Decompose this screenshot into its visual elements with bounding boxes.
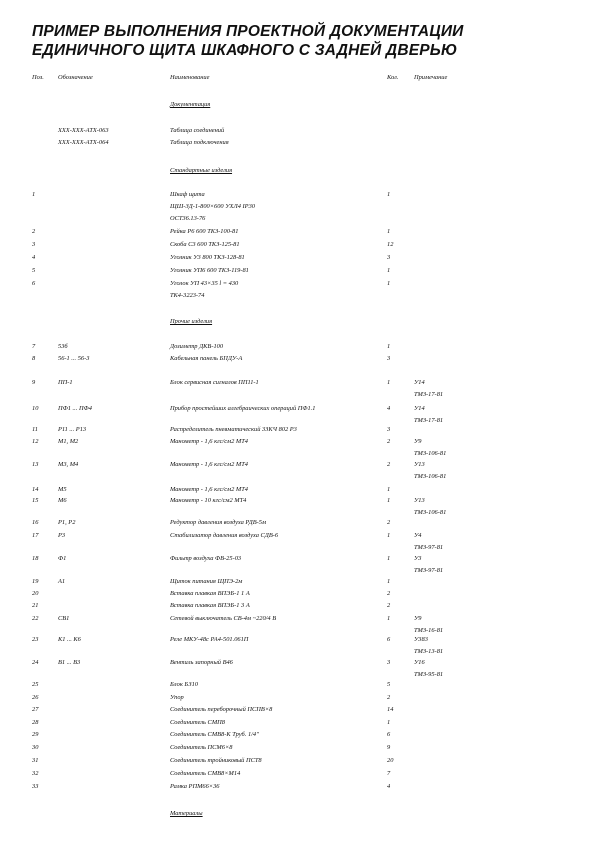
table-row	[0, 215, 595, 226]
row-note: ТМЗ-17-81	[414, 391, 444, 398]
row-name: Блок БЗ10	[170, 681, 198, 688]
row-designation: ХХХ-ХХХ-АТХ-064	[58, 139, 109, 146]
row-designation: ХХХ-ХХХ-АТХ-063	[58, 127, 109, 134]
row-pos: 33	[32, 783, 39, 790]
table-row	[0, 567, 595, 578]
row-qty: 2	[387, 519, 391, 526]
row-name: ОСТ36.13-76	[170, 215, 206, 222]
row-name: Манометр - 10 кгс/см2 МТ4	[170, 497, 247, 504]
table-row	[0, 426, 595, 437]
row-note: ТМЗ-17-81	[414, 417, 444, 424]
title-line-2: ЕДИНИЧНОГО ЩИТА ШКАФНОГО С ЗАДНЕЙ ДВЕРЬЮ	[32, 42, 458, 59]
row-note: У9	[414, 438, 422, 445]
row-pos: 9	[32, 379, 36, 386]
row-note: У16	[414, 659, 425, 666]
row-name: Вставка плавкая ВПЭБ-1 3 А	[170, 602, 250, 609]
row-name: Прочие изделия	[170, 318, 213, 325]
table-row	[0, 578, 595, 589]
row-designation: К1 ... К6	[58, 636, 81, 643]
table-row	[0, 280, 595, 291]
row-pos: 19	[32, 578, 39, 585]
row-designation: А1	[58, 578, 66, 585]
table-row	[0, 228, 595, 239]
table-row	[0, 636, 595, 647]
table-row	[0, 590, 595, 601]
table-row	[0, 694, 595, 705]
document-title	[32, 22, 572, 60]
row-name: Уголник УП6 600 ТКЗ-119-81	[170, 267, 249, 274]
row-pos: 6	[32, 280, 36, 287]
row-qty: 1	[387, 497, 391, 504]
row-qty: 1	[387, 343, 391, 350]
row-name: ТК4-3223-74	[170, 292, 205, 299]
table-row	[0, 292, 595, 303]
row-name: Соединитель СМВ8×М14	[170, 770, 241, 777]
row-pos: 12	[32, 438, 39, 445]
row-designation: М5	[58, 486, 67, 493]
row-qty: 1	[387, 719, 391, 726]
row-name: Таблица соединений	[170, 127, 225, 134]
table-row	[0, 544, 595, 555]
row-qty: 6	[387, 731, 391, 738]
row-name: Уголок УП 43×35 l = 430	[170, 280, 239, 287]
table-row	[0, 486, 595, 497]
row-qty: 14	[387, 706, 394, 713]
row-qty: 2	[387, 461, 391, 468]
table-row	[0, 139, 595, 150]
row-pos: 8	[32, 355, 36, 362]
row-designation: Ф1	[58, 555, 67, 562]
row-designation: Р3	[58, 532, 66, 539]
table-row	[0, 615, 595, 626]
row-name: Фильтр воздуха ФВ-25-03	[170, 555, 242, 562]
row-qty: 2	[387, 694, 391, 701]
row-qty: 3	[387, 659, 391, 666]
row-name: Уголник У3 800 ТКЗ-128-81	[170, 254, 245, 261]
row-designation: ПП-1	[58, 379, 73, 386]
row-note: У383	[414, 636, 428, 643]
row-name: Соединитель тройниковый ПСТ8	[170, 757, 262, 764]
row-designation: М6	[58, 497, 67, 504]
row-note: У14	[414, 405, 425, 412]
row-pos: 21	[32, 602, 39, 609]
header-note: Примечание	[414, 74, 448, 81]
row-name: Вентиль запорный В46	[170, 659, 233, 666]
row-note: ТМЗ-13-81	[414, 648, 444, 655]
row-name: Прибор простейших алгебраических операций ПФ1.1	[170, 405, 316, 412]
row-qty: 1	[387, 228, 391, 235]
row-designation: М1, М2	[58, 438, 79, 445]
table-row	[0, 810, 595, 821]
row-name: Соединитель переборочный ПСПВ×8	[170, 706, 273, 713]
row-designation: 53б	[58, 343, 68, 350]
row-pos: 26	[32, 694, 39, 701]
row-name: Манометр - 1,6 кгс/см2 МТ4	[170, 461, 248, 468]
row-qty: 2	[387, 602, 391, 609]
row-name: Рамка РПМ66×36	[170, 783, 220, 790]
row-note: У4	[414, 532, 422, 539]
row-name: Распределитель пневматический 3ЗКЧ 802 Р3	[170, 426, 297, 433]
row-name: Соединитель СМП8	[170, 719, 225, 726]
table-row	[0, 648, 595, 659]
row-qty: 1	[387, 532, 391, 539]
row-pos: 22	[32, 615, 39, 622]
row-name: Таблица подключения	[170, 139, 229, 146]
row-name: Шкаф щита	[170, 191, 205, 198]
row-pos: 3	[32, 241, 36, 248]
row-designation: 56-1 ... 56-3	[58, 355, 90, 362]
row-name: Скоба С3 600 ТКЗ-125-81	[170, 241, 240, 248]
table-row	[0, 127, 595, 138]
row-pos: 14	[32, 486, 39, 493]
table-row	[0, 267, 595, 278]
row-name: Вставка плавкая ВПЭБ-1 1 А	[170, 590, 250, 597]
row-name: Кабельная панель БПДУ-А	[170, 355, 243, 362]
row-note: ТМЗ-106-81	[414, 450, 447, 457]
row-name: Манометр - 1,6 кгс/см2 МТ4	[170, 486, 248, 493]
table-row	[0, 602, 595, 613]
table-row	[0, 318, 595, 329]
row-pos: 31	[32, 757, 39, 764]
row-note: ТМЗ-106-81	[414, 473, 447, 480]
row-note: ТМЗ-97-81	[414, 544, 444, 551]
table-row	[0, 405, 595, 416]
row-pos: 23	[32, 636, 39, 643]
row-pos: 13	[32, 461, 39, 468]
row-note: У9	[414, 615, 422, 622]
row-pos: 2	[32, 228, 36, 235]
row-qty: 9	[387, 744, 391, 751]
row-pos: 32	[32, 770, 39, 777]
row-name: Рейка Р6 600 ТКЗ-100-81	[170, 228, 239, 235]
table-row	[0, 461, 595, 472]
row-designation: СВ1	[58, 615, 70, 622]
table-row	[0, 241, 595, 252]
row-pos: 20	[32, 590, 39, 597]
table-row	[0, 101, 595, 112]
table-row	[0, 450, 595, 461]
table-row	[0, 355, 595, 366]
table-row	[0, 719, 595, 730]
row-qty: 1	[387, 379, 391, 386]
table-row	[0, 706, 595, 717]
row-qty: 2	[387, 438, 391, 445]
row-pos: 7	[32, 343, 36, 350]
table-header	[0, 74, 595, 85]
row-qty: 1	[387, 615, 391, 622]
row-pos: 30	[32, 744, 39, 751]
row-designation: М3, М4	[58, 461, 79, 468]
row-qty: 2	[387, 590, 391, 597]
table-row	[0, 343, 595, 354]
table-row	[0, 254, 595, 265]
row-qty: 1	[387, 267, 391, 274]
table-row	[0, 757, 595, 768]
row-pos: 18	[32, 555, 39, 562]
row-qty: 3	[387, 355, 391, 362]
row-pos: 29	[32, 731, 39, 738]
row-name: Документация	[170, 101, 211, 108]
row-name: Соединитель ПСМ6×8	[170, 744, 233, 751]
row-qty: 4	[387, 405, 391, 412]
row-name: Реле МКУ-48с РА4-501.061П	[170, 636, 249, 643]
row-qty: 12	[387, 241, 394, 248]
row-qty: 1	[387, 191, 391, 198]
row-designation: Р11 ... Р13	[58, 426, 87, 433]
row-name: Редуктор давления воздуха РДВ-5м	[170, 519, 267, 526]
row-name: Материалы	[170, 810, 203, 817]
table-row	[0, 744, 595, 755]
header-name: Наименование	[170, 74, 210, 81]
title-line-1: ПРИМЕР ВЫПОЛНЕНИЯ ПРОЕКТНОЙ ДОКУМЕНТАЦИИ	[32, 23, 464, 40]
row-note: ТМЗ-95-81	[414, 671, 444, 678]
table-row	[0, 770, 595, 781]
table-row	[0, 203, 595, 214]
row-qty: 1	[387, 578, 391, 585]
row-note: У3	[414, 555, 422, 562]
table-row	[0, 391, 595, 402]
row-pos: 5	[32, 267, 36, 274]
row-pos: 4	[32, 254, 36, 261]
row-designation: ПФ1 ... ПФ4	[58, 405, 92, 412]
row-pos: 17	[32, 532, 39, 539]
row-qty: 3	[387, 426, 391, 433]
row-note: ТМЗ-106-81	[414, 509, 447, 516]
row-pos: 11	[32, 426, 38, 433]
table-row	[0, 438, 595, 449]
row-qty: 1	[387, 280, 391, 287]
header-pos: Поз.	[32, 74, 44, 81]
table-row	[0, 731, 595, 742]
table-row	[0, 681, 595, 692]
row-note: У13	[414, 497, 425, 504]
row-pos: 16	[32, 519, 39, 526]
row-note: ТМЗ-16-81	[414, 627, 444, 634]
table-row	[0, 191, 595, 202]
table-row	[0, 167, 595, 178]
row-qty: 4	[387, 783, 391, 790]
table-row	[0, 473, 595, 484]
row-designation: В1 ... В3	[58, 659, 81, 666]
row-qty: 5	[387, 681, 391, 688]
row-name: Щиток питания ЩПЭ-2м	[170, 578, 243, 585]
row-qty: 3	[387, 254, 391, 261]
row-name: Сетевой выключатель СВ-4м ~220/4 В	[170, 615, 277, 622]
row-pos: 27	[32, 706, 39, 713]
table-row	[0, 497, 595, 508]
row-qty: 1	[387, 486, 391, 493]
row-name: Упор	[170, 694, 184, 701]
row-pos: 10	[32, 405, 39, 412]
row-note: У13	[414, 461, 425, 468]
row-pos: 24	[32, 659, 39, 666]
row-pos: 1	[32, 191, 36, 198]
row-name: Стандартные изделия	[170, 167, 233, 174]
row-name: ЩШ-ЗД-1-800×600 УХЛ4 IP30	[170, 203, 255, 210]
row-designation: Р1, Р2	[58, 519, 76, 526]
row-name: Соединитель СМВ8-К Труб. 1/4"	[170, 731, 259, 738]
table-row	[0, 659, 595, 670]
row-pos: 28	[32, 719, 39, 726]
row-pos: 15	[32, 497, 39, 504]
row-name: Манометр - 1,6 кгс/см2 МТ4	[170, 438, 248, 445]
header-designation: Обозначение	[58, 74, 93, 81]
row-name: Стабилизатор давления воздуха СДВ-6	[170, 532, 279, 539]
header-qty: Кол.	[387, 74, 399, 81]
row-note: У14	[414, 379, 425, 386]
table-row	[0, 555, 595, 566]
table-row	[0, 532, 595, 543]
row-qty: 20	[387, 757, 394, 764]
row-note: ТМЗ-97-81	[414, 567, 444, 574]
row-pos: 25	[32, 681, 39, 688]
row-qty: 1	[387, 555, 391, 562]
row-name: Дозиметр ДКВ-100	[170, 343, 224, 350]
row-qty: 7	[387, 770, 391, 777]
table-row	[0, 519, 595, 530]
row-qty: 6	[387, 636, 391, 643]
table-row	[0, 379, 595, 390]
row-name: Блок сервисная сигналов ПП11-1	[170, 379, 259, 386]
table-row	[0, 783, 595, 794]
